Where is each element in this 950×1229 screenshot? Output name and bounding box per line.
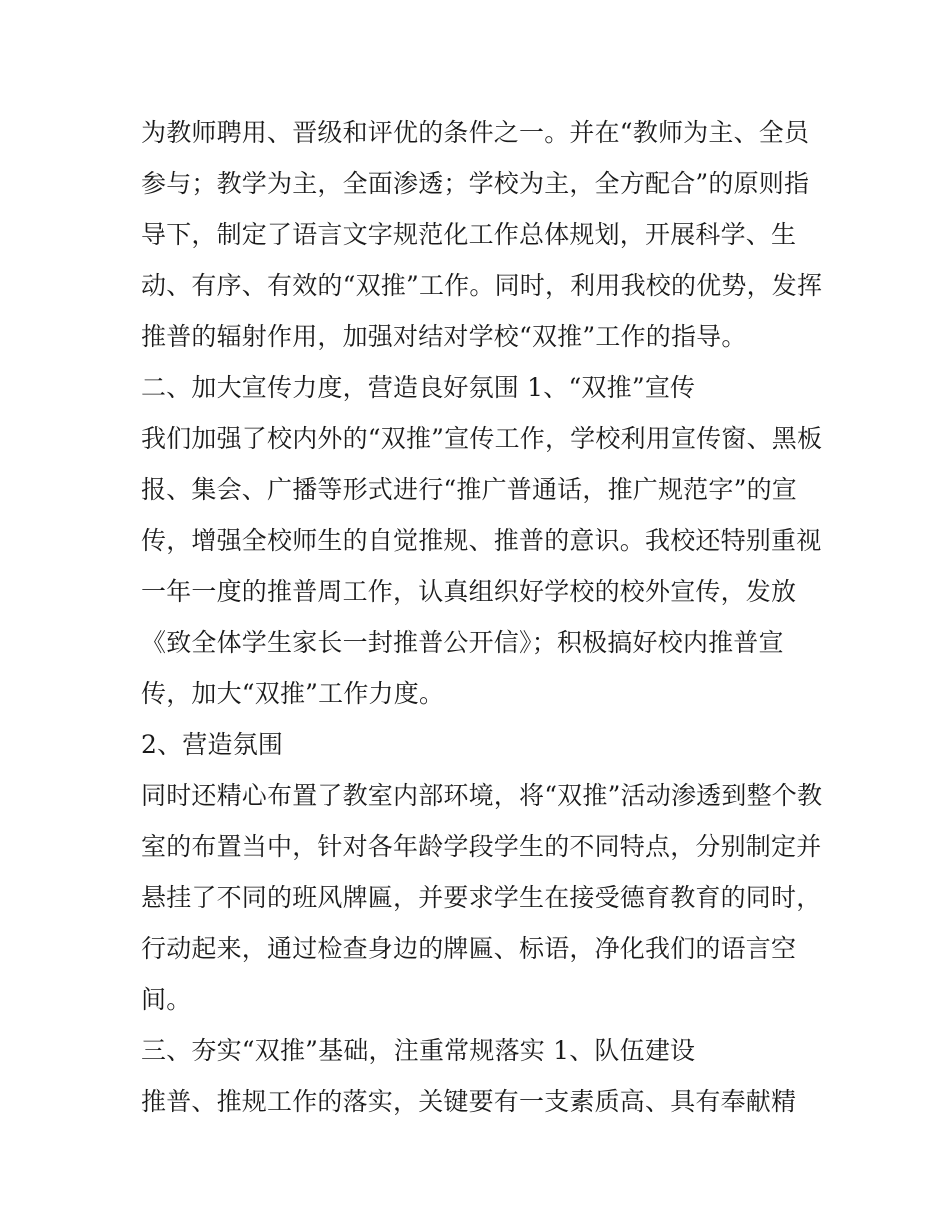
text-line: 我们加强了校内外的“双推”宣传工作，学校利用宣传窗、黑板 (141, 424, 823, 453)
text-line: 为教师聘用、晋级和评优的条件之一。并在“教师为主、全员 (141, 118, 810, 147)
text-line: 报、集会、广播等形式进行“推广普通话，推广规范字”的宣 (141, 475, 797, 504)
text-line: 间。 (141, 985, 192, 1014)
text-line: 推普、推规工作的落实，关键要有一支素质高、具有奉献精 (141, 1087, 797, 1116)
text-line: 室的布置当中，针对各年龄学段学生的不同特点，分别制定并 (141, 832, 822, 861)
subsection-heading: 2、营造氛围 (141, 730, 284, 759)
text-line: 参与；教学为主，全面渗透；学校为主，全方配合”的原则指 (141, 169, 810, 198)
text-line: 悬挂了不同的班风牌匾，并要求学生在接受德育教育的同时， (141, 883, 822, 912)
text-line: 行动起来，通过检查身边的牌匾、标语，净化我们的语言空 (141, 934, 797, 963)
text-line: 《致全体学生家长一封推普公开信》；积极搞好校内推普宣 (141, 628, 784, 657)
text-line: 传，加大“双推”工作力度。 (141, 679, 445, 708)
text-line: 导下，制定了语言文字规范化工作总体规划，开展科学、生 (141, 220, 797, 249)
section-heading: 二、加大宣传力度，营造良好氛围 1、“双推”宣传 (141, 373, 696, 402)
text-line: 动、有序、有效的“双推”工作。同时，利用我校的优势，发挥 (141, 271, 823, 300)
text-line: 推普的辐射作用，加强对结对学校“双推”工作的指导。 (141, 322, 747, 351)
body-text (141, 107, 821, 1127)
section-heading: 三、夯实“双推”基础，注重常规落实 1、队伍建设 (141, 1036, 696, 1065)
text-line: 一年一度的推普周工作，认真组织好学校的校外宣传，发放 (141, 577, 797, 606)
text-line: 传，增强全校师生的自觉推规、推普的意识。我校还特别重视 (141, 526, 822, 555)
text-line: 同时还精心布置了教室内部环境，将“双推”活动渗透到整个教 (141, 781, 823, 810)
